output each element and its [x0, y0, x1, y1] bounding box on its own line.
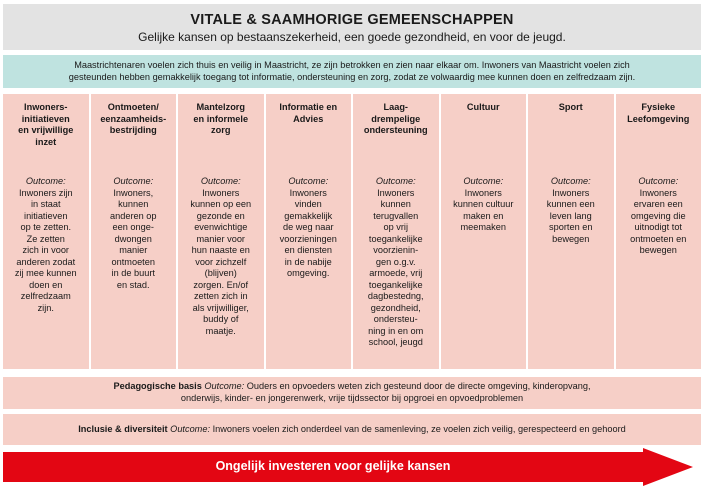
pillar-outcome-line: dwongen: [114, 233, 152, 244]
pillar-outcome-line: school, jeugd: [368, 337, 423, 347]
pillar-outcome-line: manier: [119, 245, 148, 255]
pillar-title-line: Mantelzorg: [196, 102, 245, 112]
pillar-title-line: Leefomgeving: [627, 113, 690, 124]
pillar-outcome-line: een onge-: [112, 222, 154, 232]
pillar-outcome-line: gezonde en: [196, 210, 245, 221]
pillar-outcome-line: ning in en om: [368, 325, 424, 336]
pillar-outcome-line: bewegen: [552, 233, 590, 244]
pillar-title-line: Laag-: [383, 102, 408, 112]
pillar-outcome-line: de weg naar: [282, 222, 334, 232]
pillar-title-line: drempelige: [371, 113, 421, 124]
pillar-outcome-line: voorzieningen: [279, 233, 337, 244]
inclusion-outcome-label: Outcome:: [170, 424, 210, 434]
outcome-label: Outcome:: [463, 176, 504, 186]
pillar-outcome-line: omgeving die: [630, 210, 686, 221]
pillar-column: [266, 94, 352, 369]
arrow-label: Ongelijk investeren voor gelijke kansen: [215, 459, 451, 473]
pillar-outcome: [91, 176, 177, 291]
pillar-outcome-line: Inwoners zijn: [18, 187, 73, 198]
pillar-outcome-line: anderen op: [110, 210, 157, 221]
outcome-label: Outcome:: [375, 176, 416, 186]
pillar-outcome-line: toegankelijke: [368, 279, 423, 290]
inclusion-label: Inclusie & diversiteit: [78, 424, 168, 434]
pedagogic-text-1: Ouders en opvoeders weten zich gesteund door de directe omgeving, kinderopvang,: [246, 381, 591, 391]
pillar-outcome-line: gemakkelijk: [284, 210, 333, 221]
pillar-outcome-line: kunnen cultuur: [453, 199, 514, 209]
pedagogic-label: Pedagogische basis: [113, 381, 202, 391]
pillar-outcome-line: omgeving.: [287, 268, 330, 278]
outcome-label: Outcome:: [550, 176, 591, 186]
pillar-outcome-line: kunnen: [118, 199, 149, 209]
pillar-outcome-line: voor zichzelf: [195, 256, 247, 267]
pillar-column: [616, 94, 702, 369]
pillar-outcome-line: Inwoners: [552, 187, 590, 198]
pillar-outcome-line: Inwoners: [639, 187, 677, 198]
pillar-outcome-line: initiatieven: [24, 210, 68, 221]
pillar-title: [266, 102, 352, 125]
pillar-title-line: eenzaamheids-: [100, 113, 167, 124]
inclusion-band: [3, 414, 701, 445]
pillar-outcome: [528, 176, 614, 245]
vision-statement: [3, 55, 701, 88]
pillar-outcome: [616, 176, 702, 257]
pillar-outcome-line: als vrijwilliger,: [192, 302, 249, 313]
pillar-title: [528, 102, 614, 114]
pillar-title-line: Advies: [293, 113, 324, 124]
pillar-outcome-line: vinden: [294, 199, 322, 209]
pillar-outcome-line: en diensten: [284, 245, 332, 255]
pillar-outcome-line: doen en: [29, 279, 63, 290]
outcome-label: Outcome:: [638, 176, 679, 186]
pillar-outcome-line: kunnen: [380, 199, 411, 209]
pillar-title: [178, 102, 264, 137]
outcome-label: Outcome:: [200, 176, 241, 186]
pillar-title: [3, 102, 89, 148]
diagram-subtitle: Gelijke kansen op bestaanszekerheid, een goede gezondheid, en voor de jeugd.: [138, 30, 566, 44]
diagram-title: VITALE & SAAMHORIGE GEMEENSCHAPPEN: [190, 12, 514, 28]
pillar-outcome-line: meemaken: [460, 222, 506, 232]
pillar-outcome-line: Inwoners,: [113, 187, 154, 198]
pillar-outcome-line: zelfredzaam: [20, 291, 71, 301]
pedagogic-band: [3, 377, 701, 409]
pillar-outcome: [266, 176, 352, 280]
pillar-outcome-line: voorzienin-: [373, 245, 419, 255]
investment-arrow: [3, 448, 693, 486]
inclusion-text: Inwoners voelen zich onderdeel van de samenleving, ze voelen zich veilig, gerespecteerd en gehoord: [212, 424, 626, 434]
pillar-outcome-line: in staat: [30, 199, 61, 209]
pillar-outcome-line: zich in voor: [22, 245, 69, 255]
pillar-outcome: [441, 176, 527, 234]
header-banner: [3, 4, 701, 50]
pillar-outcome-line: dagbestedng,: [367, 291, 424, 301]
pillar-outcome: [178, 176, 264, 337]
pillar-outcome-line: Inwoners: [377, 187, 415, 198]
pillar-outcome-line: uitnodigt tot: [634, 222, 682, 232]
pillar-outcome-line: zijn.: [37, 302, 54, 313]
pillar-title-line: initiatieven: [21, 113, 70, 124]
vision-line-2: gesteunden hebben gemakkelijk toegang tot informatie, ondersteuning en zorg, zodat ze volwaardig mee kunnen doen en zelfredzaam zijn.: [68, 72, 636, 82]
pillar-column: [3, 94, 89, 369]
pillar-title-line: en informele: [193, 113, 249, 124]
pillar-outcome-line: op te zetten.: [20, 222, 72, 232]
pillar-column: [91, 94, 177, 369]
pillar-outcome-line: manier voor: [196, 233, 245, 244]
pillar-title: [91, 102, 177, 137]
pillar-outcome-line: Inwoners: [464, 187, 502, 198]
pillar-title-line: en vrijwillige: [18, 125, 74, 135]
pillar-title-line: Fysieke: [641, 102, 676, 112]
pillar-outcome-line: evenwichtige: [194, 222, 248, 232]
pillar-outcome-line: zorgen. En/of: [193, 279, 249, 290]
vision-line-1: Maastrichtenaren voelen zich thuis en veilig in Maastricht, ze zijn betrokken en zien naar elkaar om. Inwoners van Maastricht voelen zich: [74, 60, 630, 70]
pillar-outcome-line: ontmoeten: [111, 256, 155, 267]
pillar-outcome: [3, 176, 89, 314]
pillar-column: [178, 94, 264, 369]
pedagogic-line-1: [3, 381, 701, 393]
pillar-title: [353, 102, 439, 137]
pillar-column: [528, 94, 614, 369]
pillar-title-line: Ontmoeten/: [107, 102, 159, 112]
pillar-outcome-line: terugvallen: [373, 210, 419, 221]
pillar-title-line: ondersteuning: [363, 125, 428, 135]
pillar-outcome-line: ervaren een: [633, 199, 683, 209]
pillar-outcome-line: gezondheid,: [370, 302, 421, 313]
pillar-outcome-line: armoede, vrij: [369, 268, 423, 278]
pillar-outcome-line: toegankelijke: [368, 233, 423, 244]
pillar-outcome-line: kunnen op een: [190, 199, 252, 209]
pillar-outcome-line: kunnen een: [546, 199, 595, 209]
pillar-outcome-line: ondersteu-: [373, 314, 418, 324]
pillar-outcome-line: hun naaste en: [191, 245, 250, 255]
pillar-columns: [3, 94, 701, 369]
pillar-outcome-line: maatje.: [205, 325, 236, 336]
pillar-outcome-line: Ze zetten: [26, 233, 65, 244]
pillar-outcome-line: gen o.g.v.: [375, 256, 416, 267]
pillar-outcome-line: sporten en: [549, 222, 593, 232]
pillar-outcome-line: in de nabije: [284, 256, 332, 267]
pillar-outcome-line: zij mee kunnen: [14, 268, 77, 278]
pillar-title-line: bestrijding: [109, 125, 157, 135]
outcome-label: Outcome:: [25, 176, 66, 186]
pillar-outcome-line: anderen zodat: [16, 256, 76, 267]
pillar-column: [441, 94, 527, 369]
pillar-outcome-line: leven lang: [549, 210, 592, 221]
pillar-title: [441, 102, 527, 114]
pillar-title-line: inzet: [35, 136, 57, 147]
pillar-title: [616, 102, 702, 125]
pedagogic-text-2: onderwijs, kinder- en jongerenwerk, vrije tijdssector bij opgroei en opvoedproblemen: [180, 392, 524, 403]
pillar-outcome-line: Inwoners: [202, 187, 240, 198]
pillar-outcome-line: in de buurt: [111, 268, 155, 278]
pillar-outcome-line: ontmoeten en: [630, 233, 687, 244]
pillar-outcome-line: en stad.: [116, 279, 150, 290]
pillar-column: [353, 94, 439, 369]
outcome-label: Outcome:: [113, 176, 154, 186]
pillar-outcome-line: (blijven): [204, 268, 237, 278]
pillar-outcome-line: maken en: [463, 210, 504, 221]
pillar-title-line: Inwoners-: [24, 102, 68, 112]
pillar-title-line: Cultuur: [466, 102, 500, 112]
outcome-label: Outcome:: [288, 176, 329, 186]
pillar-title-line: Sport: [558, 102, 583, 112]
pillar-outcome-line: zetten zich in: [193, 291, 248, 301]
pillar-title-line: Informatie en: [279, 102, 338, 112]
pillar-outcome-line: bewegen: [639, 245, 677, 255]
pillar-outcome: [353, 176, 439, 349]
pillar-outcome-line: Inwoners: [289, 187, 327, 198]
pillar-outcome-line: buddy of: [203, 314, 239, 324]
pedagogic-outcome-label: Outcome:: [204, 381, 245, 391]
pillar-outcome-line: op vrij: [383, 222, 408, 232]
pillar-title-line: zorg: [211, 125, 231, 135]
